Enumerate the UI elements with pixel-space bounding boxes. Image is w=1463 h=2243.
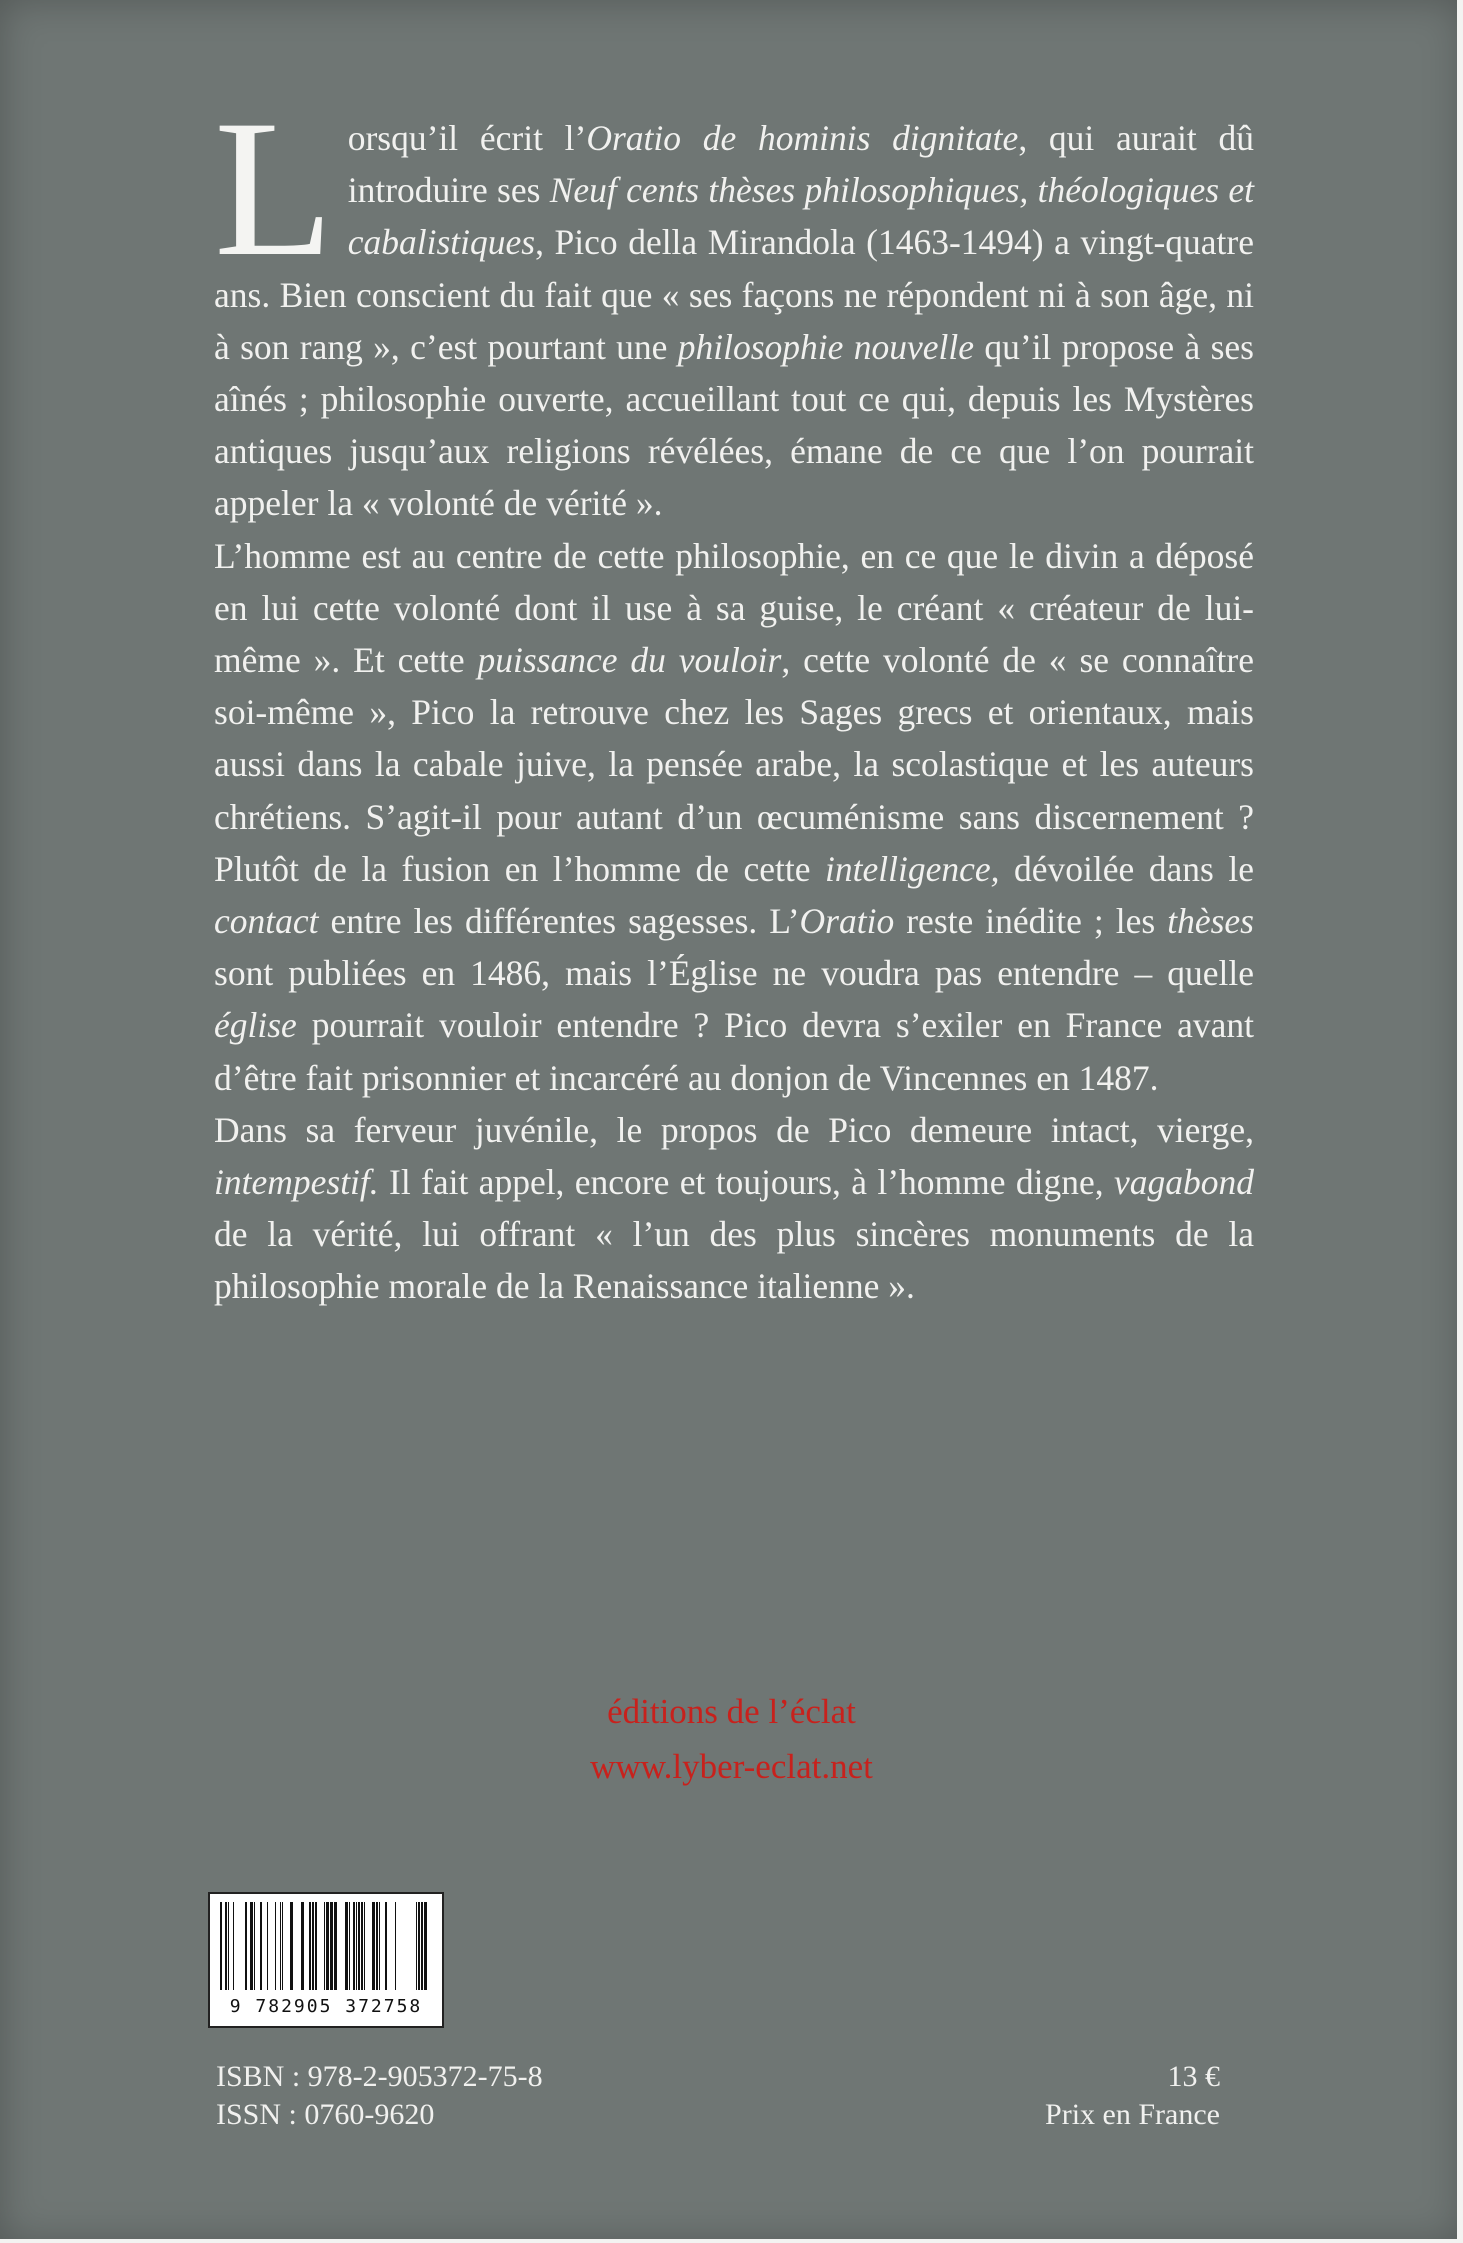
barcode-bar: [330, 1902, 333, 1990]
barcode-bar: [301, 1902, 304, 1990]
barcode-bar: [312, 1902, 314, 1990]
text-run: orsqu’il écrit l’: [347, 118, 587, 158]
italic-run: contact: [214, 901, 319, 942]
text-run: , Pico della Mirandola (1463-1494) a vingt-quatre ans. Bien conscient du fait que « ses façons ne répondent ni à son âge, ni à son rang », c’est pourtant une: [214, 222, 1254, 367]
barcode-bar: [424, 1902, 427, 1990]
barcode-bar: [358, 1902, 360, 1990]
barcode-digits: 9 782905 372758: [229, 1996, 423, 2017]
italic-run: philosophie nouvelle: [677, 326, 975, 367]
italic-run: Oratio de hominis dignitate: [586, 118, 1019, 158]
publisher-url[interactable]: www.lyber-eclat.net: [590, 1747, 873, 1786]
barcode-bar: [356, 1902, 357, 1990]
barcode-bar: [280, 1902, 281, 1990]
blurb-paragraph-1: [214, 80, 1254, 530]
price-block: [1045, 2058, 1220, 2134]
barcode-bar: [225, 1902, 227, 1990]
barcode-bar: [334, 1902, 337, 1990]
barcode-bar: [421, 1902, 423, 1990]
blurb-paragraph-2: [214, 530, 1254, 1104]
barcode-bar: [416, 1902, 417, 1990]
paragraph-1-runs: [214, 118, 1254, 523]
barcode-bar: [254, 1902, 255, 1990]
barcode-bar: [282, 1902, 283, 1990]
barcode-bar: [267, 1902, 268, 1990]
isbn: ISBN : 978-2-905372-75-8: [216, 2060, 543, 2093]
barcode-bar: [372, 1902, 375, 1990]
barcode-bar: [361, 1902, 363, 1990]
text-run: Dans sa ferveur juvénile, le propos de Pico demeure intact, vierge,: [214, 1109, 1254, 1150]
barcode: [208, 1892, 444, 2028]
barcode-bar: [324, 1902, 325, 1990]
italic-run: intelligence,: [825, 848, 1000, 889]
barcode-bar: [385, 1902, 387, 1990]
barcode-bar: [364, 1902, 365, 1990]
text-run: dévoilée dans le: [999, 848, 1255, 889]
barcode-bar: [349, 1902, 350, 1990]
text-run: , qui aurait dû introduire ses: [347, 118, 1254, 211]
drop-cap: L: [214, 80, 334, 297]
text-run: pourrait vouloir entendre ? Pico devra s’exiler en France avant d’être fait prisonnier et incarcéré au donjon de Vincennes en 1487.: [214, 1005, 1254, 1098]
barcode-bar: [245, 1902, 247, 1990]
issn: ISSN : 0760-9620: [216, 2098, 435, 2131]
text-run: L’homme est au centre de cette philosophie, en ce que le divin a déposé en lui cette volonté dont il use à sa guise, le créant « créateur de lui-même ». Et cette: [214, 535, 1254, 681]
barcode-bar: [376, 1902, 378, 1990]
text-run: , cette volonté de « se connaître soi-même », Pico la retrouve chez les Sages grecs et orientaux, mais aussi dans la cabale juive, la pensée arabe, la scolastique et les auteurs chrétiens. S’agit-il pour autant d’un œcuménisme sans discernement ? Plutôt de la fusion en l’homme de cette: [214, 640, 1254, 889]
italic-run: vagabond: [1113, 1162, 1254, 1203]
text-run: Il fait appel, encore et toujours, à l’homme digne,: [378, 1162, 1114, 1203]
barcode-bar: [250, 1902, 253, 1990]
italic-run: église: [214, 1005, 297, 1046]
text-run: qu’il propose à ses aînés ; philosophie ouverte, accueillant tout ce qui, depuis les Mystères antiques jusqu’aux religions révélées, émane de ce que l’on pourrait appeler la « volonté de vérité ».: [214, 326, 1254, 524]
text-run: sont publiées en 1486, mais l’Église ne voudra pas entendre – quelle: [214, 953, 1254, 994]
barcode-bar: [395, 1902, 396, 1990]
identifiers: [216, 2058, 543, 2134]
italic-run: Oratio: [799, 901, 895, 942]
barcode-bar: [326, 1902, 329, 1990]
barcode-bar: [228, 1902, 229, 1990]
barcode-bar: [418, 1902, 420, 1990]
barcode-bar: [345, 1902, 348, 1990]
barcode-bar: [315, 1902, 317, 1990]
barcode-icon: [216, 1902, 436, 1992]
barcode-bar: [260, 1902, 262, 1990]
italic-run: intempestif.: [214, 1162, 379, 1203]
italic-run: puissance du vouloir: [477, 640, 782, 681]
blurb-paragraph-3: [214, 1104, 1254, 1313]
text-run: reste inédite ; les: [894, 901, 1168, 942]
barcode-bar: [309, 1902, 311, 1990]
text-run: entre les différentes sagesses. L’: [318, 901, 800, 942]
price: 13 €: [1167, 2060, 1220, 2093]
italic-run: Neuf cents thèses philosophiques, théologiques et cabalistiques: [347, 170, 1254, 263]
barcode-bar: [233, 1902, 234, 1990]
barcode-bar: [379, 1902, 380, 1990]
price-note: Prix en France: [1045, 2098, 1220, 2131]
blurb-text: [214, 80, 1255, 1313]
italic-run: thèses: [1167, 901, 1254, 942]
barcode-bar: [220, 1902, 222, 1990]
publisher-name: éditions de l’éclat: [607, 1692, 856, 1731]
text-run: de la vérité, lui offrant « l’un des plus sincères monuments de la philosophie morale de la Renaissance italienne ».: [214, 1214, 1254, 1307]
barcode-bar: [353, 1902, 355, 1990]
barcode-bar: [290, 1902, 293, 1990]
barcode-bar: [275, 1902, 276, 1990]
